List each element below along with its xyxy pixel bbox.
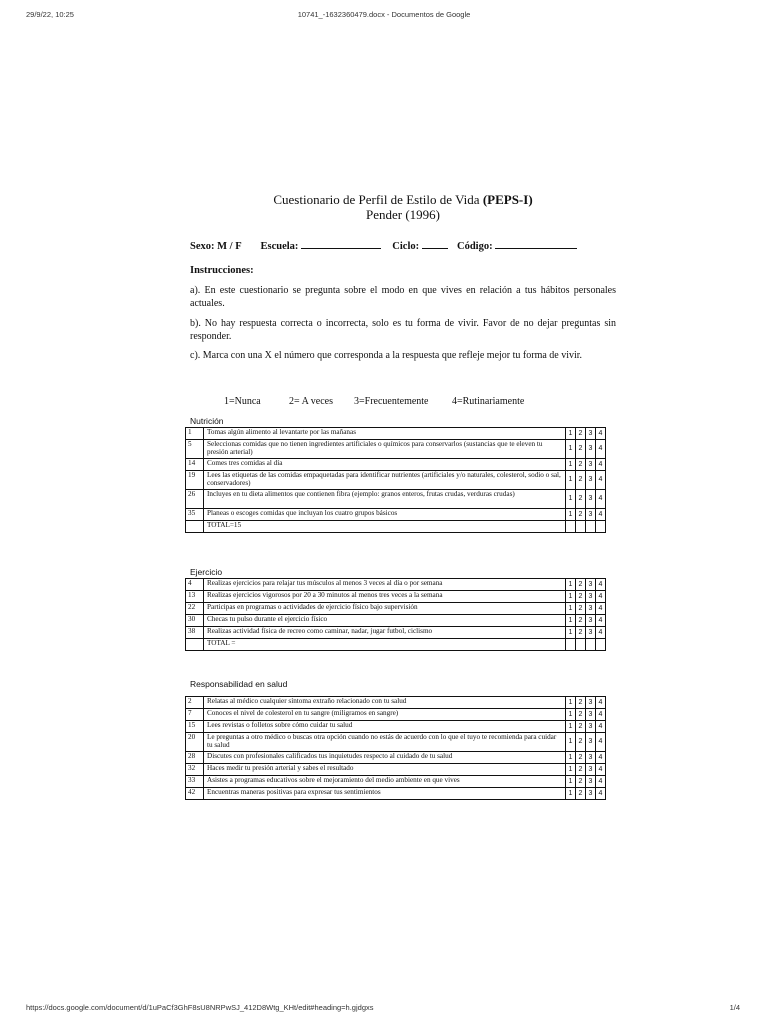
- table-row: [186, 627, 606, 639]
- option-2[interactable]: 2: [576, 615, 586, 627]
- item-text: Discutes con profesionales calificados tus inquietudes respecto al cuidado de tu salud: [204, 752, 566, 764]
- item-number: 20: [186, 733, 204, 752]
- option-1[interactable]: 1: [566, 471, 576, 490]
- scale-4: 4=Rutinariamente: [452, 396, 525, 407]
- option-3[interactable]: 3: [586, 603, 596, 615]
- table-row: [186, 615, 606, 627]
- item-text: Conoces el nivel de colesterol en tu sangre (miligramos en sangre): [204, 709, 566, 721]
- option-1[interactable]: 1: [566, 615, 576, 627]
- option-2[interactable]: 2: [576, 733, 586, 752]
- item-text: Lees las etiquetas de las comidas empaquetadas para identificar nutrientes (artificiales y/o naturales, colesterol, sodio o sal, conservadores): [204, 471, 566, 490]
- option-1[interactable]: 1: [566, 591, 576, 603]
- option-4[interactable]: 4: [596, 764, 606, 776]
- option-4[interactable]: 4: [596, 509, 606, 521]
- option-2[interactable]: 2: [576, 579, 586, 591]
- option-4[interactable]: 4: [596, 627, 606, 639]
- item-number: 30: [186, 615, 204, 627]
- option-3[interactable]: 3: [586, 591, 596, 603]
- option-4[interactable]: 4: [596, 459, 606, 471]
- option-2[interactable]: 2: [576, 709, 586, 721]
- option-3[interactable]: 3: [586, 615, 596, 627]
- option-3[interactable]: 3: [586, 752, 596, 764]
- item-number: 22: [186, 603, 204, 615]
- item-text: Encuentras maneras positivas para expresar tus sentimientos: [204, 788, 566, 800]
- option-3[interactable]: 3: [586, 709, 596, 721]
- instruction-b: b). No hay respuesta correcta o incorrecta, solo es tu forma de vivir. Favor de no dejar preguntas sin responder.: [190, 318, 616, 342]
- item-number: 32: [186, 764, 204, 776]
- option-2[interactable]: 2: [576, 752, 586, 764]
- table-row: [186, 579, 606, 591]
- item-text: Haces medir tu presión arterial y sabes el resultado: [204, 764, 566, 776]
- print-doc-title: 10741_-1632360479.docx - Documentos de Google: [297, 10, 471, 19]
- option-3[interactable]: 3: [586, 459, 596, 471]
- option-3[interactable]: 3: [586, 471, 596, 490]
- option-1[interactable]: 1: [566, 709, 576, 721]
- option-4[interactable]: 4: [596, 471, 606, 490]
- option-2[interactable]: 2: [576, 788, 586, 800]
- table-row: [186, 490, 606, 509]
- page-number: 1/4: [729, 1003, 740, 1012]
- table-row: [186, 709, 606, 721]
- ciclo-blank: [422, 238, 448, 249]
- option-1[interactable]: 1: [566, 697, 576, 709]
- option-4[interactable]: 4: [596, 615, 606, 627]
- item-text: Asistes a programas educativos sobre el mejoramiento del medio ambiente en que vives: [204, 776, 566, 788]
- print-datetime: 29/9/22, 10:25: [26, 10, 74, 19]
- option-2[interactable]: 2: [576, 627, 586, 639]
- section-label-nutricion: Nutrición: [190, 416, 224, 426]
- scale-2: 2= A veces: [289, 396, 333, 407]
- option-1[interactable]: 1: [566, 509, 576, 521]
- option-2[interactable]: 2: [576, 428, 586, 440]
- table-row: [186, 509, 606, 521]
- item-text: Seleccionas comidas que no tienen ingredientes artificiales o químicos para conservarlos (sustancias que te eleven tu presión arterial): [204, 440, 566, 459]
- option-1[interactable]: 1: [566, 627, 576, 639]
- item-text: Realizas actividad física de recreo como caminar, nadar, jugar futbol, ciclismo: [204, 627, 566, 639]
- table-responsabilidad: [185, 696, 606, 800]
- option-2[interactable]: 2: [576, 697, 586, 709]
- option-4[interactable]: 4: [596, 776, 606, 788]
- option-3[interactable]: 3: [586, 490, 596, 509]
- option-1[interactable]: 1: [566, 490, 576, 509]
- escuela-blank: [301, 238, 381, 249]
- print-header: [0, 10, 768, 22]
- ciclo-label: Ciclo:: [392, 241, 420, 252]
- option-3[interactable]: 3: [586, 733, 596, 752]
- item-text: Participas en programas o actividades de ejercicio físico bajo supervisión: [204, 603, 566, 615]
- title-bold: (PEPS-I): [482, 192, 533, 207]
- item-text: Realizas ejercicios para relajar tus músculos al menos 3 veces al día o por semana: [204, 579, 566, 591]
- option-4[interactable]: 4: [596, 428, 606, 440]
- option-1[interactable]: 1: [566, 459, 576, 471]
- table-row: [186, 752, 606, 764]
- table-nutricion: [185, 427, 606, 533]
- table-row: [186, 428, 606, 440]
- item-number: 19: [186, 471, 204, 490]
- item-number: 28: [186, 752, 204, 764]
- option-3[interactable]: 3: [586, 428, 596, 440]
- section-label-ejercicio: Ejercicio: [190, 567, 223, 577]
- item-number: 33: [186, 776, 204, 788]
- item-number: 7: [186, 709, 204, 721]
- codigo-label: Código:: [456, 241, 493, 252]
- escuela-label: Escuela:: [260, 241, 299, 252]
- form-fields-line: [190, 238, 577, 252]
- option-2[interactable]: 2: [576, 471, 586, 490]
- option-3[interactable]: 3: [586, 721, 596, 733]
- item-text: Comes tres comidas al día: [204, 459, 566, 471]
- table-row: [186, 764, 606, 776]
- table-row: [186, 721, 606, 733]
- scale-1: 1=Nunca: [224, 396, 261, 407]
- item-text: Checas tu pulso durante el ejercicio físico: [204, 615, 566, 627]
- table-row: [186, 788, 606, 800]
- scale-3: 3=Frecuentemente: [354, 396, 429, 407]
- print-url[interactable]: https://docs.google.com/document/d/1uPaCf3GhF8sU8NRPwSJ_412D8Wtg_KHt/edit#heading=h.gjdgxs: [26, 1003, 374, 1012]
- option-3[interactable]: 3: [586, 440, 596, 459]
- document-subtitle: Pender (1996): [365, 207, 440, 222]
- option-2[interactable]: 2: [576, 764, 586, 776]
- option-4[interactable]: 4: [596, 788, 606, 800]
- total-label: TOTAL =: [204, 639, 566, 651]
- item-number: 5: [186, 440, 204, 459]
- option-1[interactable]: 1: [566, 603, 576, 615]
- table-row: [186, 440, 606, 459]
- instructions-heading: Instrucciones:: [190, 265, 254, 276]
- option-4[interactable]: 4: [596, 752, 606, 764]
- option-1[interactable]: 1: [566, 788, 576, 800]
- item-number: 4: [186, 579, 204, 591]
- item-text: Lees revistas o folletos sobre cómo cuidar tu salud: [204, 721, 566, 733]
- table-row: [186, 471, 606, 490]
- option-1[interactable]: 1: [566, 428, 576, 440]
- item-number: 14: [186, 459, 204, 471]
- print-footer: [0, 1003, 768, 1015]
- option-3[interactable]: 3: [586, 627, 596, 639]
- option-2[interactable]: 2: [576, 721, 586, 733]
- option-3[interactable]: 3: [586, 509, 596, 521]
- option-3[interactable]: 3: [586, 697, 596, 709]
- sexo-label: Sexo: M / F: [190, 241, 242, 252]
- option-3[interactable]: 3: [586, 776, 596, 788]
- option-1[interactable]: 1: [566, 752, 576, 764]
- table-row: [186, 603, 606, 615]
- table-row: [186, 776, 606, 788]
- codigo-blank: [495, 238, 577, 249]
- document-title: [190, 192, 616, 222]
- option-2[interactable]: 2: [576, 440, 586, 459]
- option-2[interactable]: 2: [576, 776, 586, 788]
- table-ejercicio: [185, 578, 606, 651]
- item-number: 35: [186, 509, 204, 521]
- option-2[interactable]: 2: [576, 509, 586, 521]
- option-1[interactable]: 1: [566, 440, 576, 459]
- option-4[interactable]: 4: [596, 490, 606, 509]
- instruction-a: a). En este cuestionario se pregunta sobre el modo en que vives en relación a tus hábitos personales actuales.: [190, 285, 616, 309]
- table-row: [186, 697, 606, 709]
- option-2[interactable]: 2: [576, 459, 586, 471]
- item-number: 38: [186, 627, 204, 639]
- option-3[interactable]: 3: [586, 788, 596, 800]
- option-4[interactable]: 4: [596, 709, 606, 721]
- item-text: Tomas algún alimento al levantarte por las mañanas: [204, 428, 566, 440]
- item-text: Realizas ejercicios vigorosos por 20 a 30 minutos al menos tres veces a la semana: [204, 591, 566, 603]
- item-number: 15: [186, 721, 204, 733]
- option-4[interactable]: 4: [596, 603, 606, 615]
- total-label: TOTAL=15: [204, 521, 566, 533]
- option-2[interactable]: 2: [576, 603, 586, 615]
- section-label-responsabilidad: Responsabilidad en salud: [190, 679, 288, 689]
- table-row: [186, 459, 606, 471]
- table-row: [186, 733, 606, 752]
- option-4[interactable]: 4: [596, 591, 606, 603]
- title-text: Cuestionario de Perfil de Estilo de Vida: [273, 192, 483, 207]
- item-number: 42: [186, 788, 204, 800]
- total-row: [186, 521, 606, 533]
- option-4[interactable]: 4: [596, 579, 606, 591]
- option-2[interactable]: 2: [576, 591, 586, 603]
- total-row: [186, 639, 606, 651]
- item-text: Relatas al médico cualquier síntoma extraño relacionado con tu salud: [204, 697, 566, 709]
- option-4[interactable]: 4: [596, 733, 606, 752]
- table-row: [186, 591, 606, 603]
- option-1[interactable]: 1: [566, 579, 576, 591]
- item-number: 2: [186, 697, 204, 709]
- option-4[interactable]: 4: [596, 440, 606, 459]
- item-text: Le preguntas a otro médico o buscas otra opción cuando no estás de acuerdo con lo que el tuyo te recomienda para cuidar tu salud: [204, 733, 566, 752]
- option-3[interactable]: 3: [586, 764, 596, 776]
- option-1[interactable]: 1: [566, 764, 576, 776]
- item-number: 26: [186, 490, 204, 509]
- instruction-c: c). Marca con una X el número que corresponda a la respuesta que refleje mejor tu forma de vivir.: [190, 350, 583, 361]
- option-2[interactable]: 2: [576, 490, 586, 509]
- item-text: Incluyes en tu dieta alimentos que contienen fibra (ejemplo: granos enteros, frutas crudas, verduras crudas): [204, 490, 566, 509]
- option-4[interactable]: 4: [596, 697, 606, 709]
- item-number: 13: [186, 591, 204, 603]
- item-number: 1: [186, 428, 204, 440]
- option-4[interactable]: 4: [596, 721, 606, 733]
- option-1[interactable]: 1: [566, 721, 576, 733]
- option-1[interactable]: 1: [566, 776, 576, 788]
- item-text: Planeas o escoges comidas que incluyan los cuatro grupos básicos: [204, 509, 566, 521]
- option-3[interactable]: 3: [586, 579, 596, 591]
- option-1[interactable]: 1: [566, 733, 576, 752]
